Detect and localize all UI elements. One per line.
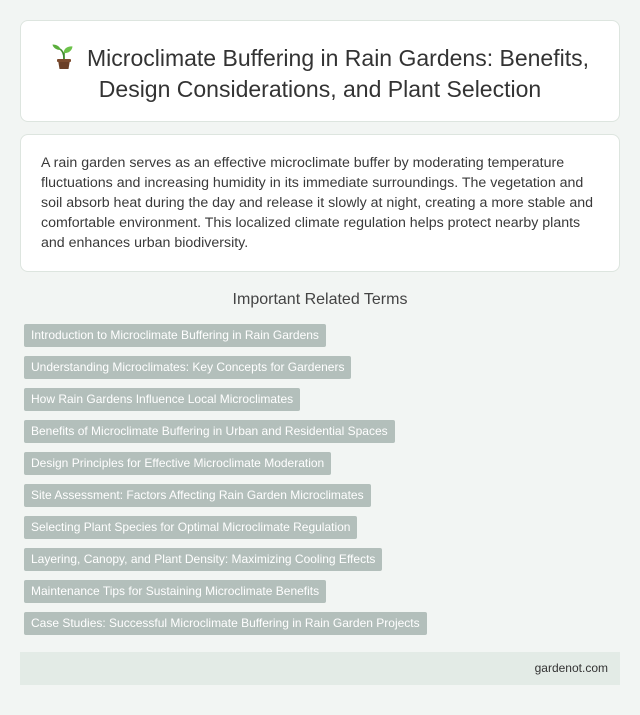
related-term-link[interactable]: Maintenance Tips for Sustaining Microclimate Benefits — [24, 580, 326, 603]
page-title — [37, 43, 603, 105]
related-terms-list — [24, 324, 616, 644]
seedling-icon — [51, 44, 77, 70]
related-term-link[interactable]: Introduction to Microclimate Buffering in Rain Gardens — [24, 324, 326, 347]
related-term-link[interactable]: Layering, Canopy, and Plant Density: Maximizing Cooling Effects — [24, 548, 382, 571]
related-term-link[interactable]: Selecting Plant Species for Optimal Microclimate Regulation — [24, 516, 357, 539]
related-term-link[interactable]: Understanding Microclimates: Key Concepts for Gardeners — [24, 356, 351, 379]
related-term-link[interactable]: Case Studies: Successful Microclimate Buffering in Rain Garden Projects — [24, 612, 427, 635]
related-terms-heading: Important Related Terms — [232, 291, 408, 308]
related-term-link[interactable]: Benefits of Microclimate Buffering in Urban and Residential Spaces — [24, 420, 395, 443]
related-term-link[interactable]: Design Principles for Effective Microclimate Moderation — [24, 452, 331, 475]
related-term-link[interactable]: How Rain Gardens Influence Local Microclimates — [24, 388, 300, 411]
page-title-text: Microclimate Buffering in Rain Gardens: Benefits, Design Considerations, and Plant Selection — [87, 45, 589, 102]
summary-text: A rain garden serves as an effective microclimate buffer by moderating temperature fluctuations and increasing humidity in its immediate surroundings. The vegetation and soil absorb heat during the day and release it slowly at night, creating a more stable and comfortable environment. This localized climate regulation helps protect nearby plants and enhances urban biodiversity. — [41, 155, 594, 251]
footer-site-name: gardenot.com — [534, 661, 608, 675]
title-card — [20, 20, 620, 122]
related-term-link[interactable]: Site Assessment: Factors Affecting Rain Garden Microclimates — [24, 484, 371, 507]
footer — [20, 652, 620, 685]
summary-card — [20, 134, 620, 272]
